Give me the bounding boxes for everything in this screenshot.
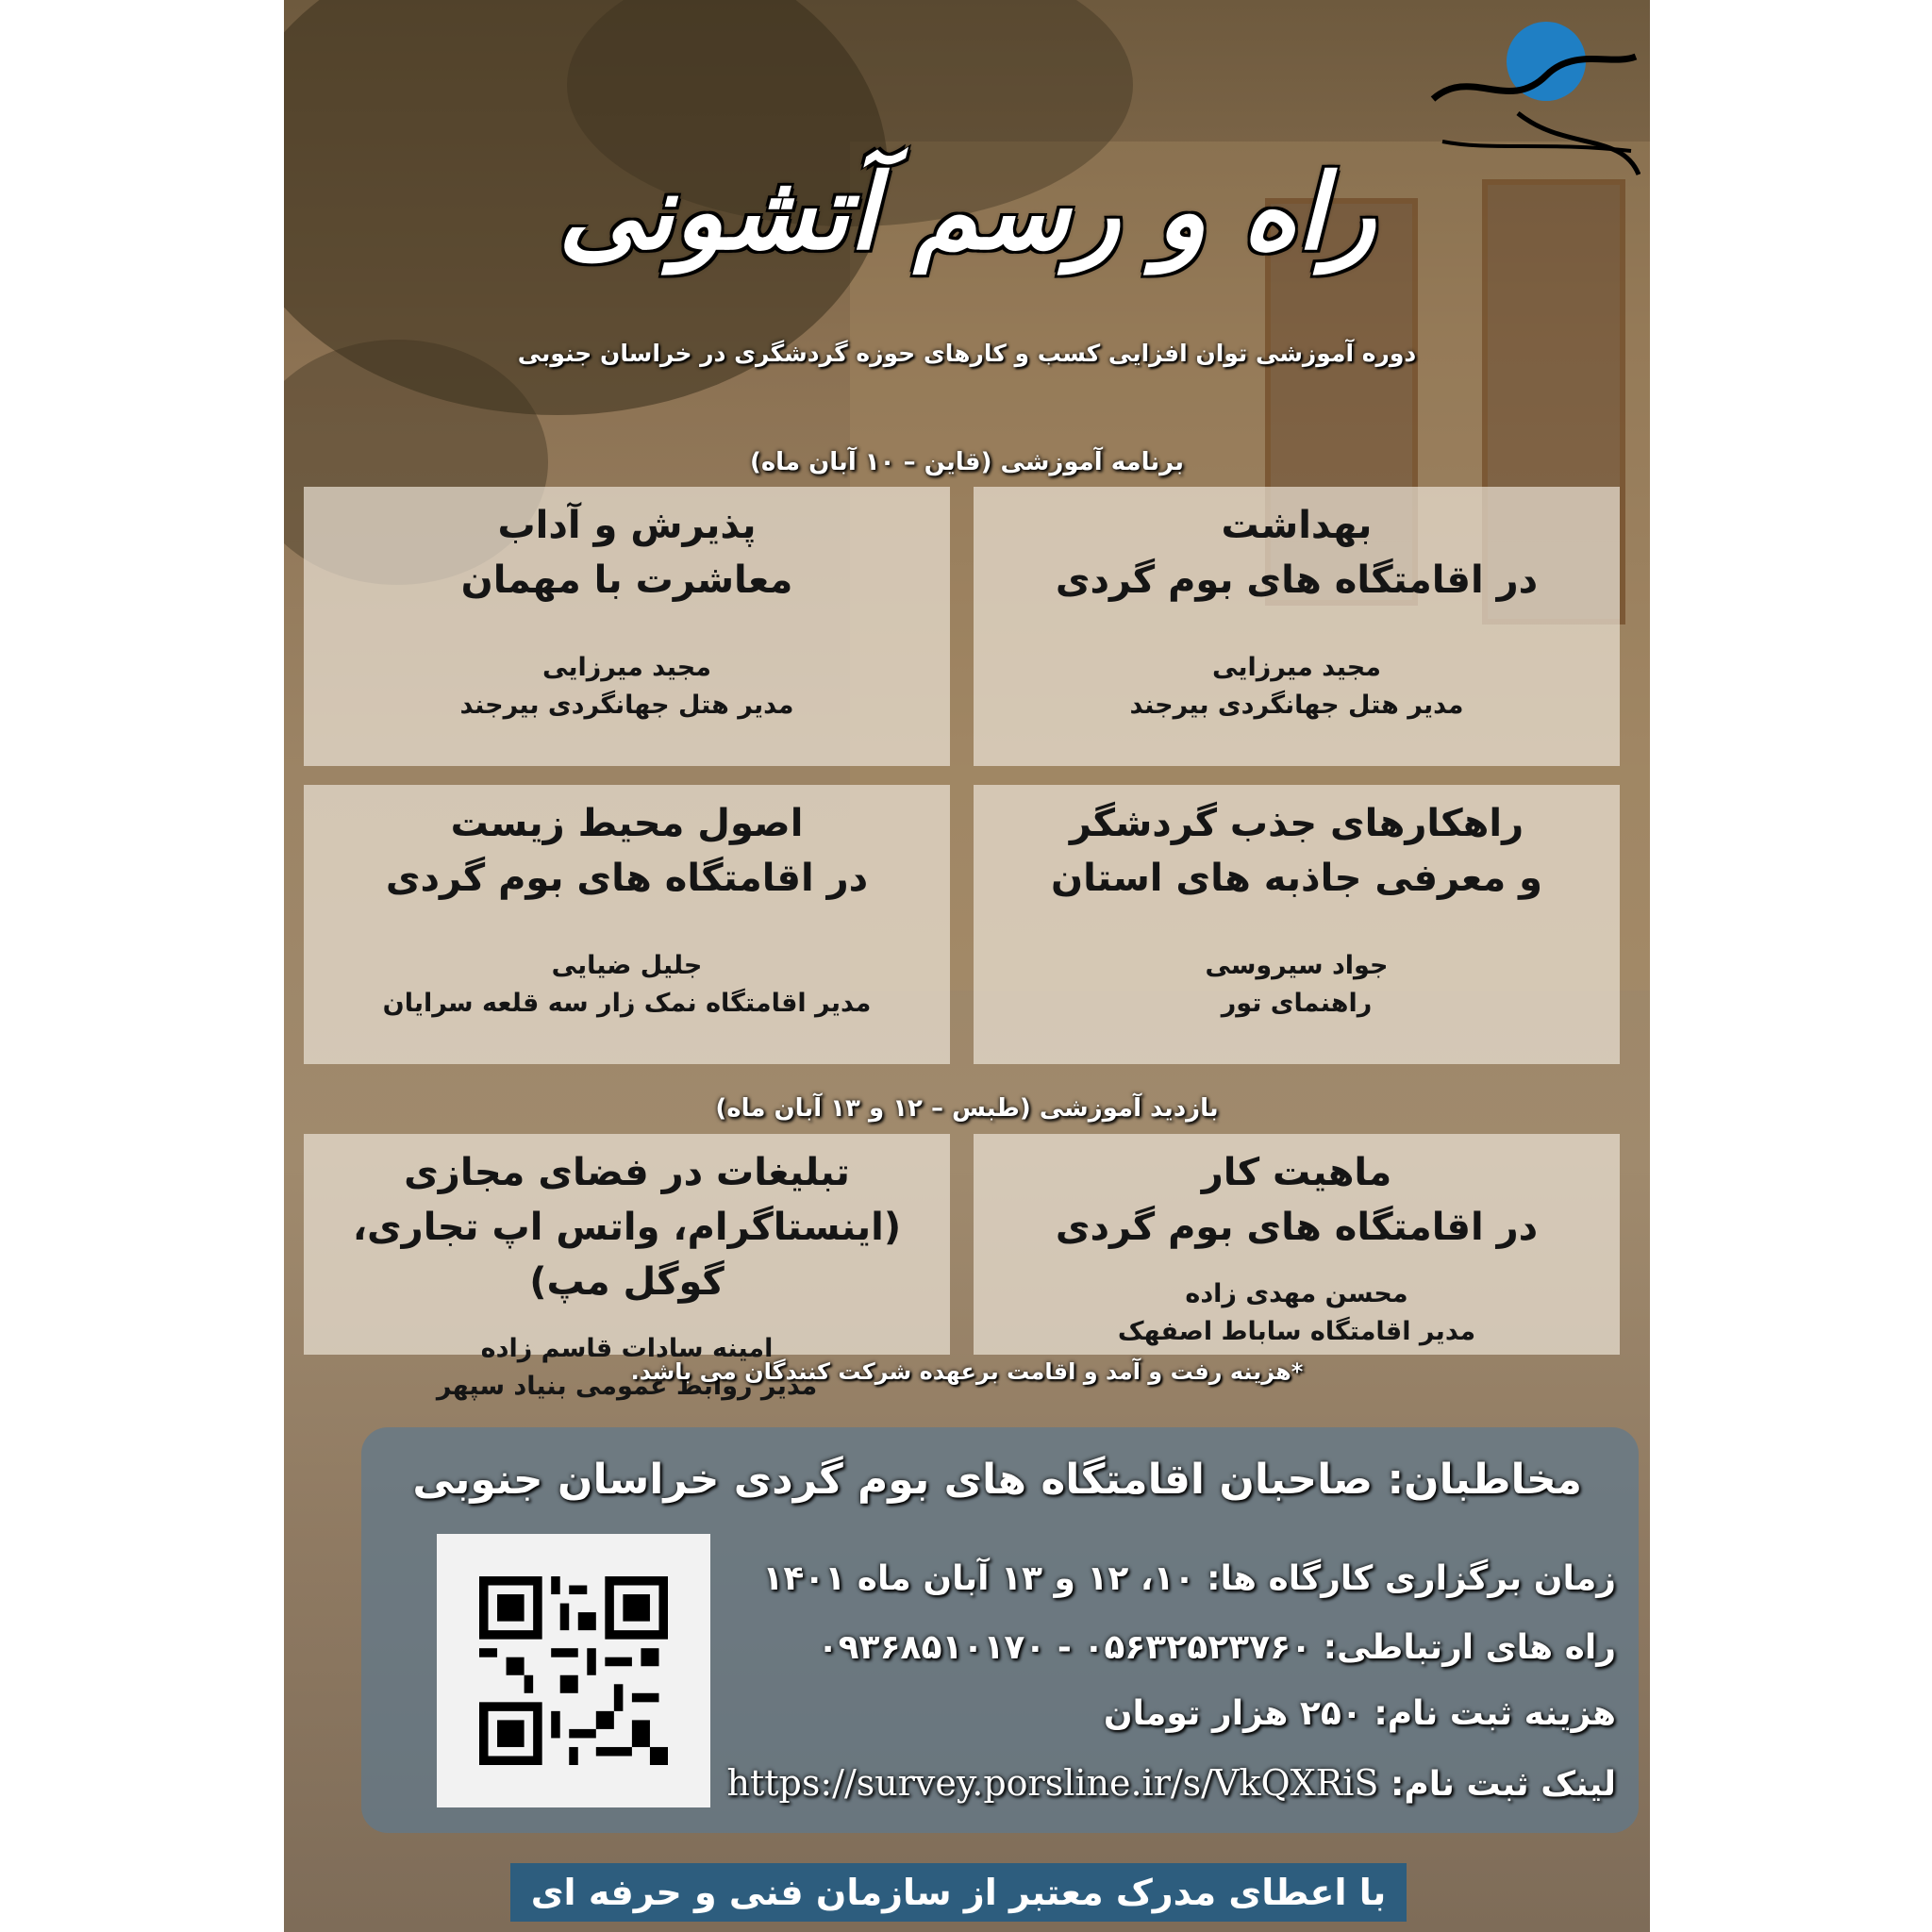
fee-value: ۲۵۰ هزار تومان (1103, 1694, 1362, 1733)
registration-fee (1104, 1694, 1616, 1733)
instructor-name: مجید میرزایی (542, 653, 711, 682)
certificate-banner: با اعطای مدرک معتبر از سازمان فنی و حرفه ای (510, 1863, 1407, 1922)
instructor-name: جواد سیروسی (1205, 951, 1389, 980)
audience-heading: مخاطبان: صاحبان اقامتگاه های بوم گردی خراسان جنوبی (412, 1456, 1582, 1504)
instructor-role: مدیر هتل جهانگردی بیرجند (459, 691, 794, 720)
time-label: زمان برگزاری کارگاه ها: (1207, 1559, 1616, 1598)
card-title: ماهیت کار در اقامتگاه های بوم گردی (1055, 1151, 1539, 1249)
poster (284, 0, 1650, 1932)
contact-info (818, 1628, 1616, 1667)
instructor-name: امینه سادات قاسم زاده (480, 1334, 774, 1363)
instructor-role: راهنمای تور (1221, 989, 1373, 1018)
instructor-role: مدیر اقامتگاه ساباط اصفهک (1117, 1317, 1476, 1346)
link-label: لینک ثبت نام: (1391, 1765, 1616, 1804)
instructor-name: جلیل ضیایی (551, 951, 703, 980)
contact-label: راه های ارتباطی: (1323, 1628, 1616, 1667)
course-card (304, 487, 950, 766)
instructor-role: مدیر اقامتگاه نمک زار سه قلعه سرایان (382, 989, 872, 1018)
registration-link (727, 1762, 1617, 1804)
workshop-time (762, 1559, 1616, 1598)
card-title: پذیرش و آداب معاشرت با مهمان (460, 504, 793, 602)
instructor-role: مدیر هتل جهانگردی بیرجند (1129, 691, 1464, 720)
section-label-program: برنامه آموزشی (قاین – ۱۰ آبان ماه) (749, 448, 1185, 476)
contact-value: ۰۹۳۶۸۵۱۰۱۷۰ - ۰۵۶۳۲۵۲۳۷۶۰ (817, 1628, 1312, 1667)
card-title: اصول محیط زیست در اقامتگاه های بوم گردی (385, 802, 869, 900)
course-card (974, 785, 1620, 1064)
fee-label: هزینه ثبت نام: (1374, 1694, 1616, 1733)
course-card (304, 785, 950, 1064)
poster-title: راه و رسم آتشونی (558, 151, 1376, 273)
registration-url[interactable]: https://survey.porsline.ir/s/VkQXRiS (726, 1762, 1379, 1804)
course-card (304, 1134, 950, 1401)
card-title: تبلیغات در فضای مجازی (اینستاگرام، واتس اپ تجاری، گوگل مپ) (352, 1151, 902, 1304)
time-value: ۱۰، ۱۲ و ۱۳ آبان ماه ۱۴۰۱ (762, 1559, 1195, 1598)
course-card (974, 1134, 1620, 1355)
course-card (974, 487, 1620, 766)
instructor-name: مجید میرزایی (1212, 653, 1381, 682)
instructor-name: محسن مهدی زاده (1185, 1279, 1408, 1308)
card-title: راهکارهای جذب گردشگر و معرفی جاذبه های استان (1050, 802, 1543, 900)
qr-code-icon (479, 1576, 668, 1765)
instructor-role: مدیر روابط عمومی بنیاد سپهر (436, 1372, 818, 1401)
section-label-visit: بازدید آموزشی (طبس – ۱۲ و ۱۳ آبان ماه) (715, 1094, 1219, 1123)
info-panel (361, 1427, 1639, 1833)
poster-subtitle: دوره آموزشی توان افزایی کسب و کارهای حوزه گردشگری در خراسان جنوبی (517, 340, 1417, 367)
qr-code[interactable] (437, 1534, 710, 1807)
card-title: بهداشت در اقامتگاه های بوم گردی (1055, 504, 1539, 602)
cost-note: *هزینه رفت و آمد و اقامت برعهده شرکت کنندگان می باشد. (630, 1358, 1304, 1385)
